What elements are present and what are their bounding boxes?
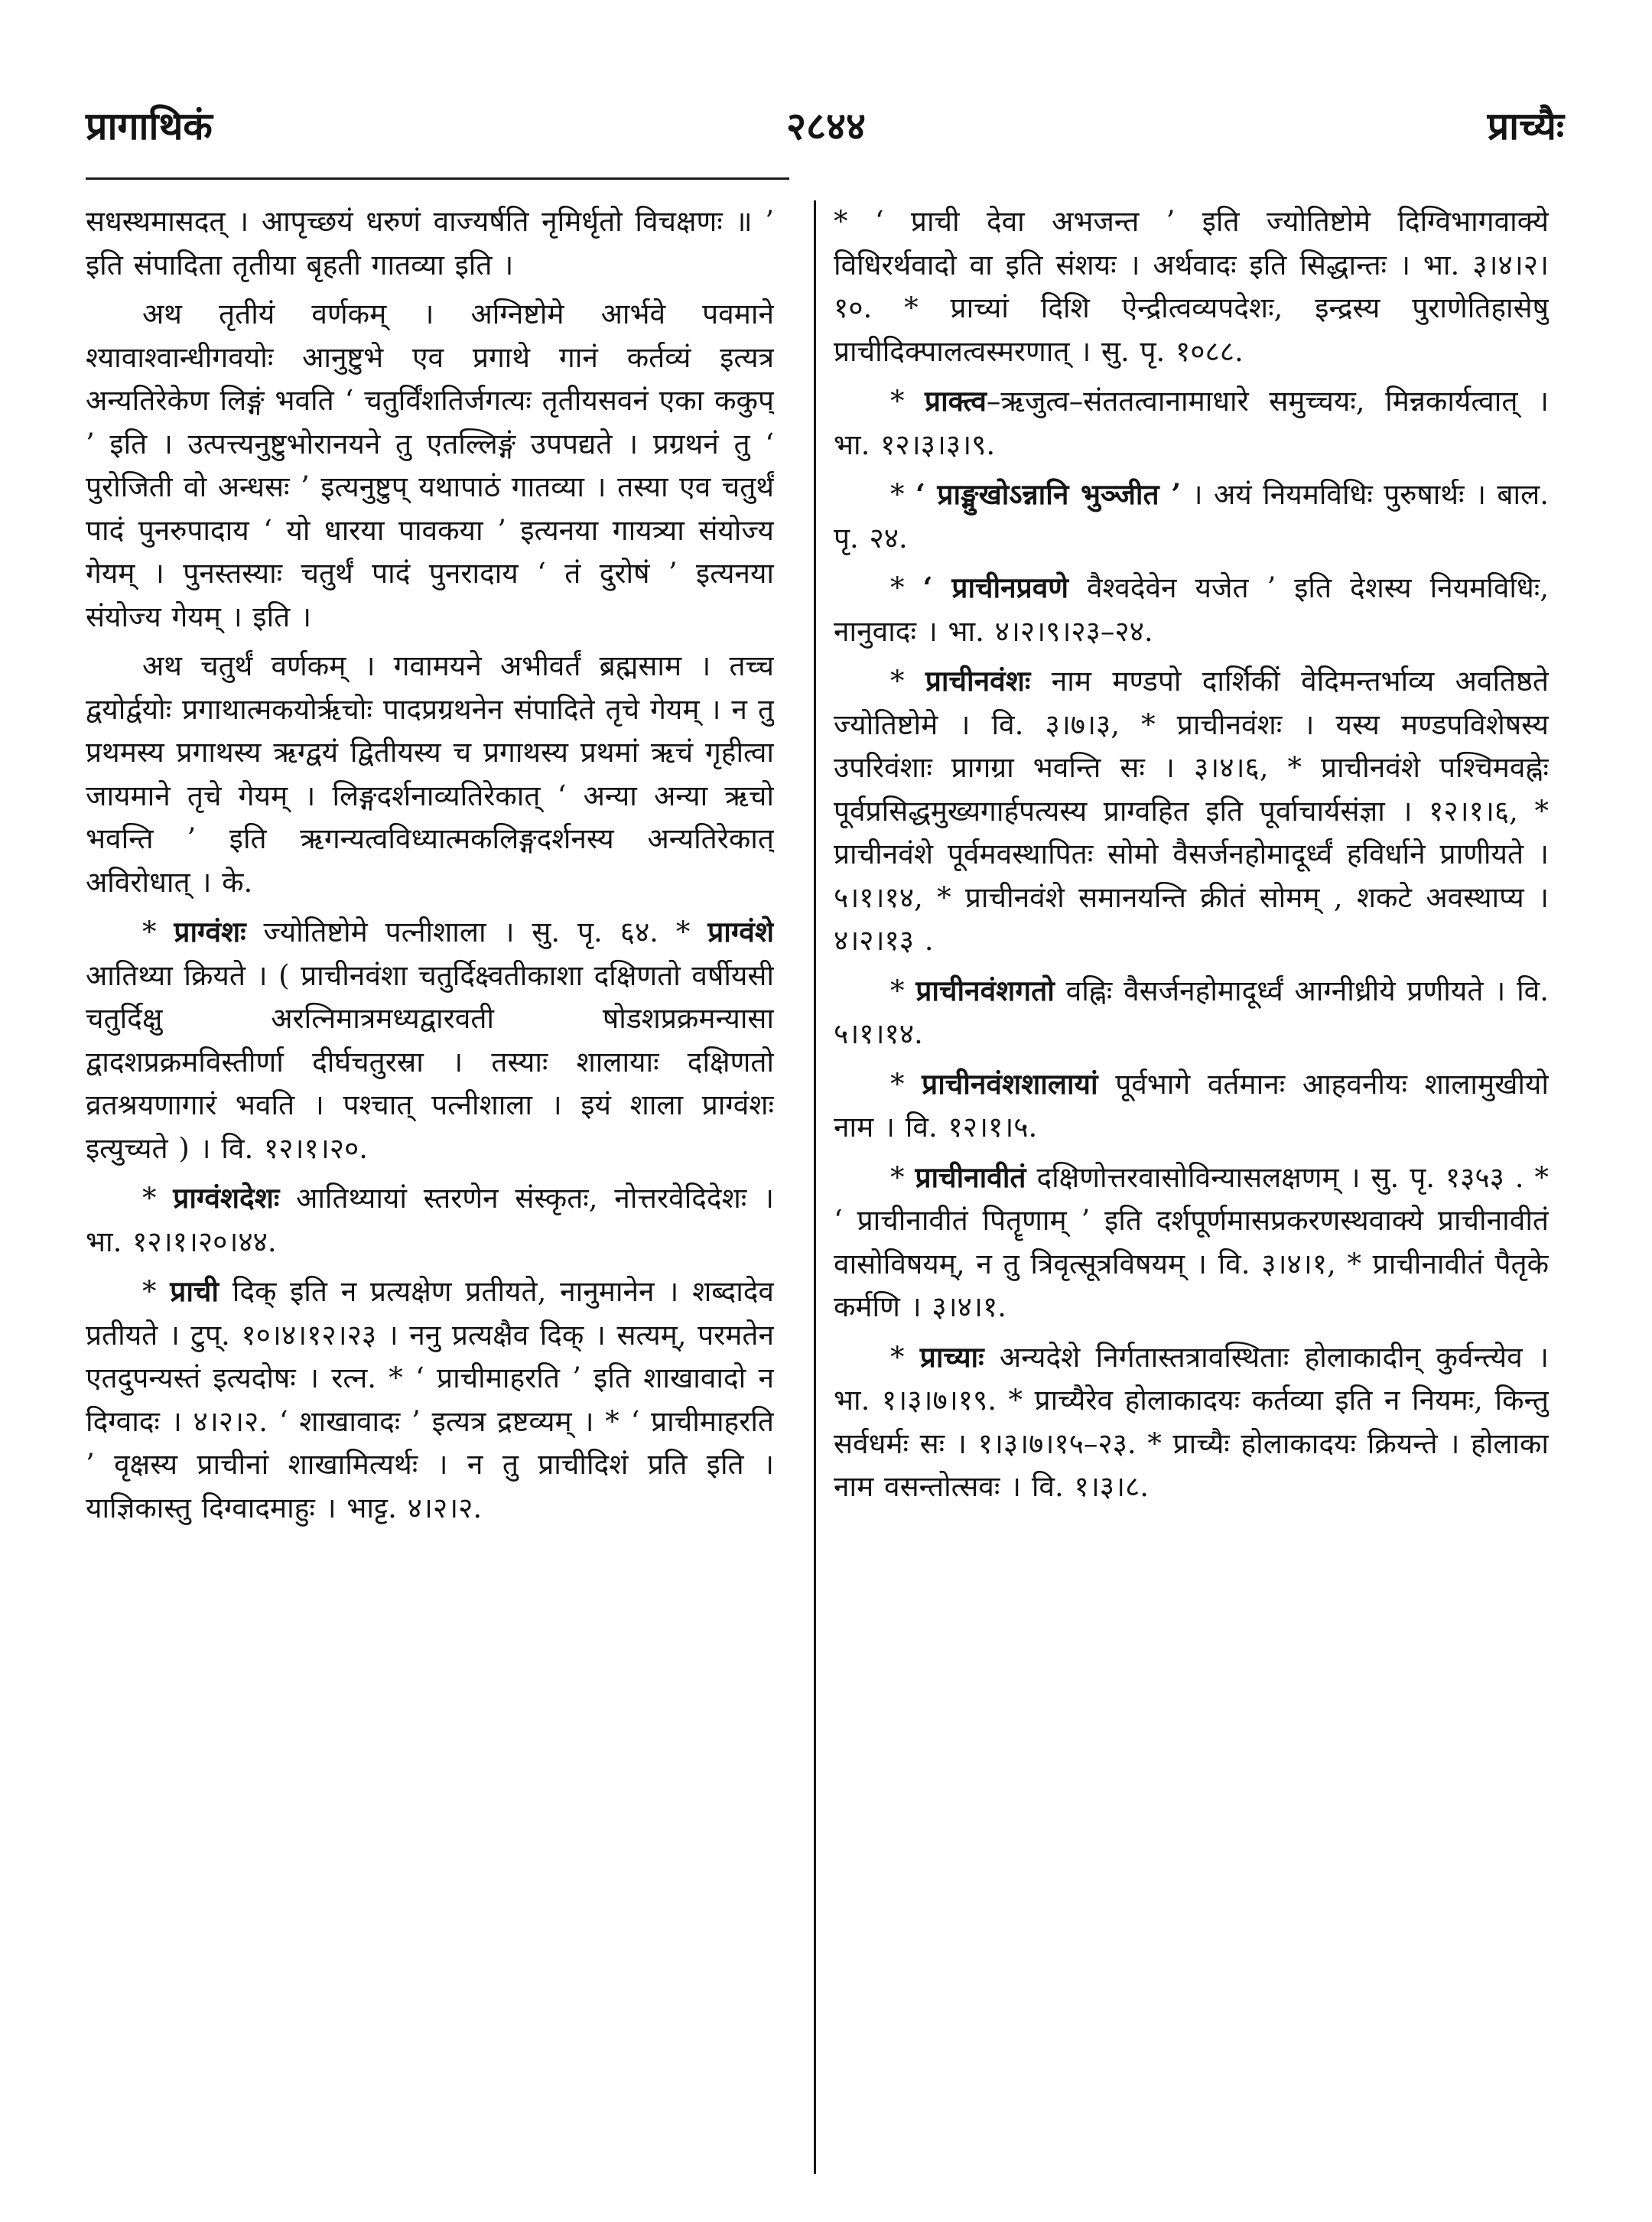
page-number: २८४४ xyxy=(786,103,866,148)
header-rule xyxy=(86,177,789,180)
entry-paragraph: * प्राचीनावीतं दक्षिणोत्तरवासोविन्यासलक्षणम् । सु. पृ. १३५३ . * ‘ प्राचीनावीतं पितॄणाम् ’ इति दर्शपूर्णमासप्रकरणस्थवाक्ये प्राचीनावीतं वासोविषयम्, न तु त्रिवृत्सूत्रविषयम् । वि. ३।४।१, * प्राचीनावीतं पैतृके कर्मणि । ३।४।१. xyxy=(834,1160,1549,1323)
headword: प्राचीनवंशगतो xyxy=(915,973,1055,1007)
headword: प्राचीनावीतं xyxy=(915,1160,1026,1194)
headword: प्राग्वंशदेशः xyxy=(173,1181,280,1215)
entry-paragraph: * प्राचीनवंशगतो वह्निः वैसर्जनहोमादूर्ध्वं आग्नीध्रीये प्रणीयते । वि. ५।१।१४. xyxy=(834,973,1549,1050)
headword: प्राग्वंशे xyxy=(707,915,774,948)
headword: प्राक्त्व xyxy=(925,384,987,418)
entry-paragraph: * प्राची दिक् इति न प्रत्यक्षेण प्रतीयते, नानुमानेन । शब्दादेव प्रतीयते । टुप्. १०।४।१२।२३ । ननु प्रत्यक्षैव दिक् । सत्यम्, परमतेन एतदुपन्यस्तं इत्यदोषः । रत्न. * ‘ प्राचीमाहरति ’ इति शाखावादो न दिग्वादः । ४।२।२. ‘ शाखावादः ’ इत्यत्र द्रष्टव्यम् । * ‘ प्राचीमाहरति ’ वृक्षस्य प्राचीनां शाखामित्यर्थः । न तु प्राचीदिशं प्रति इति । याज्ञिकास्तु दिग्वादमाहुः । भाट्ट. ४।२।२. xyxy=(86,1274,774,1524)
headword: प्राचीनवंशः xyxy=(925,664,1031,698)
entry-paragraph: * प्राचीनवंशशालायां पूर्वभागे वर्तमानः आहवनीयः शालामुखीयो नाम । वि. १२।१।५. xyxy=(834,1066,1549,1144)
header-left-word: प्रागाथिकं xyxy=(86,103,213,148)
headword: ‘ प्राचीनप्रवणे xyxy=(922,571,1069,604)
headword: प्राग्वंशः xyxy=(174,915,246,948)
entry-paragraph: * प्राग्वंशदेशः आतिथ्यायां स्तरणेन संस्कृतः, नोत्तरवेदिदेशः । भा. १२।१।२०।४४. xyxy=(86,1181,774,1258)
entry-paragraph: अथ तृतीयं वर्णकम् । अग्निष्टोमे आर्भवे पवमाने श्यावाश्वान्धीगवयोः आनुष्टुभे एव प्रगाथे गानं कर्तव्यं इत्यत्र अन्यतिरेकेण लिङ्गं भवति ‘ चतुर्विंशतिर्जगत्यः तृतीयसवनं एका ककुप् ’ इति । उत्पत्त्यनुष्टुभोरानयने तु एतल्लिङ्गं उपपद्यते । प्रग्रथनं तु ‘ पुरोजिती वो अन्धसः ’ इत्यनुष्टुप् यथापाठं गातव्या । तस्या एव चतुर्थं पादं पुनरुपादाय ‘ यो धारया पावकया ’ इत्यनया गायत्र्या संयोज्य गेयम् । पुनस्तस्याः चतुर्थं पादं पुनरादाय ‘ तं दुरोषं ’ इत्यनया संयोज्य गेयम् । इति । xyxy=(86,298,774,633)
entry-paragraph: * प्राच्याः अन्यदेशे निर्गतास्तत्रावस्थिताः होलाकादीन् कुर्वन्त्येव । भा. १।३।७।१९. * प्राच्यैरेव होलाकादयः कर्तव्या इति न नियमः, किन्तु सर्वधर्मः सः । १।३।७।१५–२३. * प्राच्यैः होलाकादयः क्रियन्ते । होलाका नाम वसन्तोत्सवः । वि. १।३।८. xyxy=(834,1339,1549,1503)
entry-paragraph: सधस्थमासदत् । आपृच्छयं धरुणं वाज्यर्षति नृमिर्धृतो विचक्षणः ॥ ’ इति संपादिता तृतीया बृहती गातव्या इति । xyxy=(86,205,774,281)
right-column xyxy=(834,200,1549,2204)
column-divider xyxy=(814,200,816,2174)
header-right-word: प्राच्यैः xyxy=(1487,103,1564,148)
left-column xyxy=(86,200,774,2204)
entry-paragraph: * प्राग्वंशः ज्योतिष्टोमे पत्नीशाला । सु. पृ. ६४. * प्राग्वंशे आतिथ्या क्रियते । ( प्राचीनवंशा चतुर्दिक्ष्वतीकाशा दक्षिणतो वर्षीयसी चतुर्दिक्षु अरत्निमात्रमध्यद्वारवती षोडशप्रक्रमन्यासा द्वादशप्रक्रमविस्तीर्णा दीर्घचतुरस्रा । तस्याः शालायाः दक्षिणतो व्रतश्रयणागारं भवति । पश्चात् पत्नीशाला । इयं शाला प्राग्वंशः इत्युच्यते ) । वि. १२।१।२०. xyxy=(86,915,774,1165)
headword: ‘ प्राङ्मुखोऽन्नानि भुञ्जीत ’ xyxy=(915,477,1182,511)
entry-paragraph: * प्राक्त्व–ऋजुत्व–संततत्वानामाधारे समुच्चयः, मिन्नकार्यत्वात् । भा. १२।३।३।९. xyxy=(834,384,1549,461)
headword: प्राचीनवंशशालायां xyxy=(922,1066,1098,1101)
entry-paragraph: अथ चतुर्थं वर्णकम् । गवामयने अभीवर्तं ब्रह्मसाम । तच्च द्वयोर्द्वयोः प्रगाथात्मकयोर्ऋचोः पादप्रग्रथनेन संपादिते तृचे गेयम् । न तु प्रथमस्य प्रगाथस्य ऋग्द्वयं द्वितीयस्य च प्रगाथस्य प्रथमां ऋचं गृहीत्वा जायमाने तृचे गेयम् । लिङ्गदर्शनाव्यतिरेकात् ‘ अन्या अन्या ऋचो भवन्ति ’ इति ऋगन्यत्वविध्यात्मकलिङ्गदर्शनस्य अन्यतिरेकात् अविरोधात् । के. xyxy=(86,649,774,899)
entry-paragraph: * ‘ प्राङ्मुखोऽन्नानि भुञ्जीत ’ । अयं नियमविधिः पुरुषार्थः । बाल. पृ. २४. xyxy=(834,477,1549,555)
entry-paragraph: * ‘ प्राची देवा अभजन्त ’ इति ज्योतिष्टोमे दिग्विभागवाक्ये विधिरर्थवादो वा इति संशयः । अर्थवादः इति सिद्धान्तः । भा. ३।४।२।१०. * प्राच्यां दिशि ऐन्द्रीत्वव्यपदेशः, इन्द्रस्य पुराणेतिहासेषु प्राचीदिक्पालत्वस्मरणात् । सु. पृ. १०८८. xyxy=(834,205,1549,368)
headword: प्राच्याः xyxy=(919,1339,984,1374)
entry-paragraph: * प्राचीनवंशः नाम मण्डपो दार्शिकीं वेदिमन्तर्भाव्य अवतिष्ठते ज्योतिष्टोमे । वि. ३।७।३, * प्राचीनवंशः । यस्य मण्डपविशेषस्य उपरिवंशाः प्रागग्रा भवन्ति सः । ३।४।६, * प्राचीनवंशे पश्चिमवह्नेः पूर्वप्रसिद्धमुख्यगार्हपत्यस्य प्राग्वहित इति पूर्वाचार्यसंज्ञा । १२।१।६, * प्राचीनवंशे पूर्वमवस्थापितः सोमो वैसर्जनहोमादूर्ध्वं हविर्धाने प्राणीयते । ५।१।१४, * प्राचीनवंशे समानयन्ति क्रीतं सोमम् , शकटे अवस्थाप्य । ४।२।१३ . xyxy=(834,664,1549,957)
entry-paragraph: * ‘ प्राचीनप्रवणे वैश्वदेवेन यजेत ’ इति देशस्य नियमविधिः, नानुवादः । भा. ४।२।९।२३–२४. xyxy=(834,571,1549,648)
headword: प्राची xyxy=(170,1274,219,1308)
